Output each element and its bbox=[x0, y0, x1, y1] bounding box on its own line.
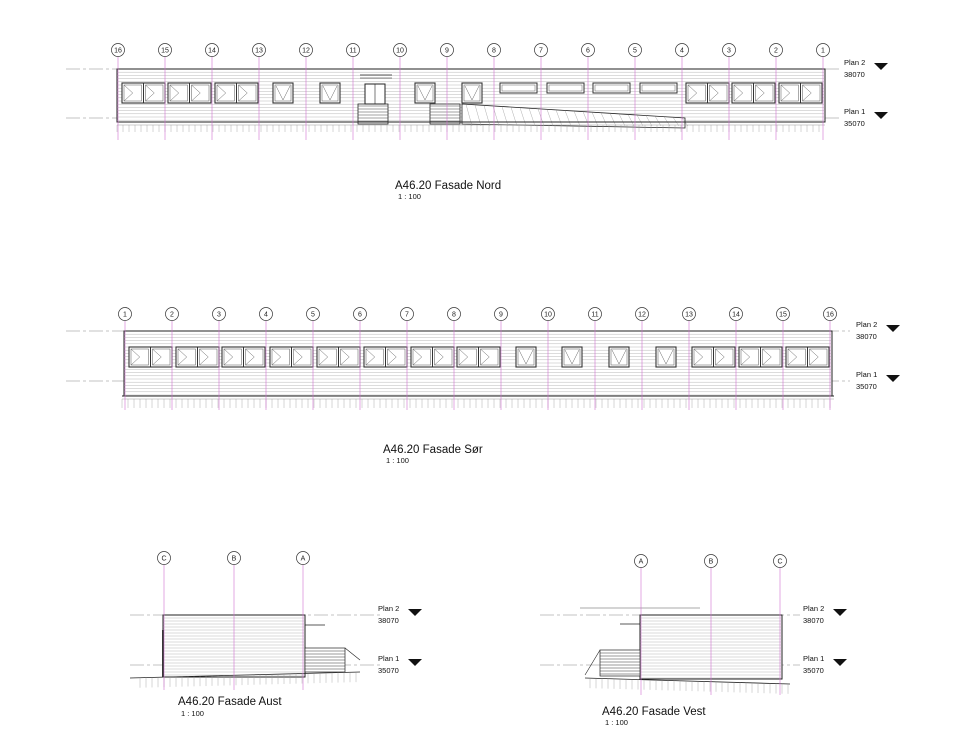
grid-label: 16 bbox=[826, 311, 834, 319]
title-nord: A46.20 Fasade Nord bbox=[395, 180, 502, 192]
grid-label: 8 bbox=[452, 311, 456, 319]
grid-label: 14 bbox=[208, 47, 216, 55]
scale-nord: 1 : 100 bbox=[398, 192, 421, 201]
grid-label: 10 bbox=[396, 47, 404, 55]
level-marker bbox=[874, 112, 888, 119]
level-elevation: 35070 bbox=[844, 119, 865, 128]
grid-label: 9 bbox=[499, 311, 503, 319]
grid-label: 6 bbox=[358, 311, 362, 319]
grid-label: 13 bbox=[685, 311, 693, 319]
grid-label: 2 bbox=[170, 311, 174, 319]
grid-label: 11 bbox=[591, 311, 599, 319]
scale-sor: 1 : 100 bbox=[386, 456, 409, 465]
title-vest: A46.20 Fasade Vest bbox=[602, 706, 706, 718]
railing bbox=[600, 650, 640, 676]
level-marker bbox=[833, 609, 847, 616]
title-aust: A46.20 Fasade Aust bbox=[178, 696, 282, 708]
grid-label: 12 bbox=[302, 47, 310, 55]
window-clerestory bbox=[500, 83, 537, 93]
grid-label: C bbox=[777, 558, 783, 566]
level-name: Plan 1 bbox=[844, 107, 866, 116]
grid-label: 4 bbox=[264, 311, 268, 319]
grid-label: 5 bbox=[311, 311, 315, 319]
level-marker bbox=[408, 609, 422, 616]
level-elevation: 38070 bbox=[844, 70, 865, 79]
level-name: Plan 2 bbox=[856, 320, 878, 329]
grid-label: 15 bbox=[779, 311, 787, 319]
level-name: Plan 2 bbox=[844, 58, 866, 67]
grid-label: 7 bbox=[405, 311, 409, 319]
level-elevation: 38070 bbox=[856, 332, 877, 341]
ramp-edge bbox=[345, 648, 360, 660]
grid-label: C bbox=[161, 555, 167, 563]
level-marker bbox=[886, 325, 900, 332]
level-name: Plan 1 bbox=[378, 654, 400, 663]
grid-label: B bbox=[231, 555, 237, 563]
window-clerestory bbox=[640, 83, 677, 93]
grid-label: 9 bbox=[445, 47, 449, 55]
level-marker bbox=[408, 659, 422, 666]
elevation-sor bbox=[66, 308, 900, 411]
grid-label: A bbox=[300, 555, 306, 563]
grid-label: 11 bbox=[349, 47, 357, 55]
level-name: Plan 1 bbox=[856, 370, 878, 379]
window-clerestory bbox=[547, 83, 584, 93]
level-marker bbox=[874, 63, 888, 70]
scale-aust: 1 : 100 bbox=[181, 709, 204, 718]
grid-label: A bbox=[638, 558, 644, 566]
grid-label: 8 bbox=[492, 47, 496, 55]
grid-label: 3 bbox=[217, 311, 221, 319]
grid-label: 12 bbox=[638, 311, 646, 319]
level-elevation: 35070 bbox=[856, 382, 877, 391]
grid-label: 5 bbox=[633, 47, 637, 55]
level-name: Plan 2 bbox=[803, 604, 825, 613]
elevation-aust bbox=[130, 552, 422, 691]
level-elevation: 38070 bbox=[378, 616, 399, 625]
elevation-nord bbox=[66, 44, 888, 141]
grid-label: 13 bbox=[255, 47, 263, 55]
grid-label: 15 bbox=[161, 47, 169, 55]
grid-label: 14 bbox=[732, 311, 740, 319]
window-clerestory bbox=[593, 83, 630, 93]
level-marker bbox=[833, 659, 847, 666]
grid-label: 6 bbox=[586, 47, 590, 55]
level-elevation: 35070 bbox=[803, 666, 824, 675]
level-marker bbox=[886, 375, 900, 382]
elevation-vest bbox=[540, 555, 847, 696]
grid-label: B bbox=[708, 558, 714, 566]
grid-label: 1 bbox=[821, 47, 825, 55]
ramp-edge bbox=[585, 650, 600, 675]
level-elevation: 35070 bbox=[378, 666, 399, 675]
level-name: Plan 1 bbox=[803, 654, 825, 663]
title-sor: A46.20 Fasade Sør bbox=[383, 444, 483, 456]
scale-vest: 1 : 100 bbox=[605, 718, 628, 727]
level-name: Plan 2 bbox=[378, 604, 400, 613]
grid-label: 1 bbox=[123, 311, 127, 319]
grid-label: 3 bbox=[727, 47, 731, 55]
grid-label: 2 bbox=[774, 47, 778, 55]
grid-label: 10 bbox=[544, 311, 552, 319]
grid-label: 4 bbox=[680, 47, 684, 55]
level-elevation: 38070 bbox=[803, 616, 824, 625]
grid-label: 16 bbox=[114, 47, 122, 55]
grid-label: 7 bbox=[539, 47, 543, 55]
